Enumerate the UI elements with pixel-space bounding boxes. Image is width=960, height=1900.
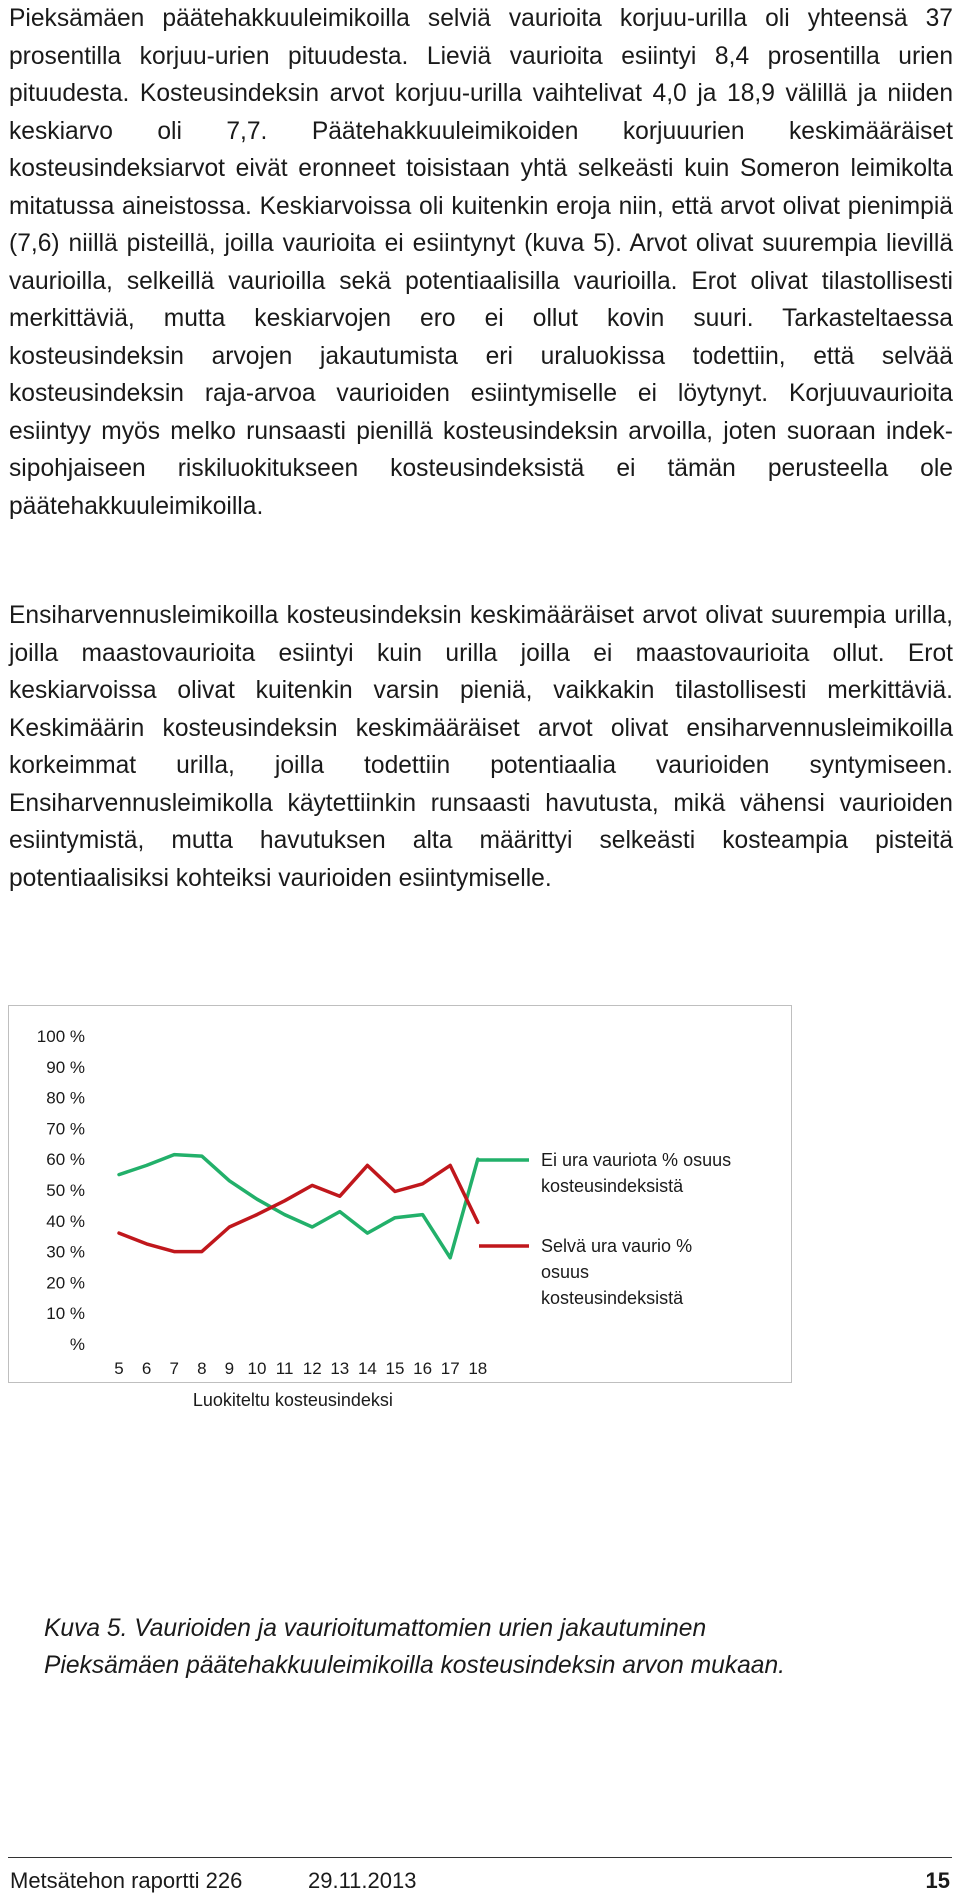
series-line-2 bbox=[119, 1165, 478, 1251]
y-tick-label: 30 % bbox=[46, 1242, 85, 1262]
page-number: 15 bbox=[925, 1868, 950, 1893]
y-tick-label: 90 % bbox=[46, 1057, 85, 1077]
x-tick-label: 17 bbox=[440, 1359, 460, 1378]
line-chart bbox=[8, 1005, 792, 1410]
y-tick-label: 10 % bbox=[46, 1304, 85, 1324]
body-paragraph-1: Pieksämäen päätehakkuuleimikoilla selviä vaurioita korjuu-urilla oli yhteensä 37 prosentilla korjuu-urien pituudesta. Lieviä vaurioita esiintyi 8,4 prosentilla urien pituudesta. Kosteusindeksin arvot korjuu-urilla vaihtelivat 4,0 ja 18,9 välillä ja niiden keskiarvo oli 7,7. Päätehakkuuleimikoiden korjuuurien keskimääräiset kosteusindeksiarvot eivät eronneet toisistaan yhtä selkeästi kuin Someron leimikolta mitatussa aineistossa. Keskiarvoissa oli kuitenkin eroja niin, että arvot olivat pienimpiä (7,6) niillä pisteillä, joilla vaurioita ei esiintynyt (kuva 5). Arvot olivat suurempia lievillä vaurioilla, selkeillä vaurioilla sekä potentiaalisilla vaurioilla. Erot olivat tilastollisesti merkittäviä, mutta keskiarvojen ero ei ollut kovin suuri. Tarkasteltaessa kosteusindeksin arvojen jakautumista eri uraluokissa todettiin, että selvää kosteusindeksin raja-arvoa vaurioiden esiintymiselle ei löytynyt. Korjuuvaurioita esiintyy myös melko runsaasti pienillä kosteusindeksin arvoilla, joten suoraan indeksipohjaiseen riskiluokitukseen kosteusindeksistä ei tämän perusteella ole päätehakkuuleimikoilla. bbox=[9, 5, 953, 520]
x-tick-label: 15 bbox=[385, 1359, 405, 1378]
legend-label-1: kosteusindeksistä bbox=[541, 1176, 684, 1196]
footer-report-title: Metsätehon raportti 226 bbox=[10, 1868, 243, 1893]
caption-line-2: Pieksämäen päätehakkuuleimikoilla kosteusindeksin arvon mukaan. bbox=[44, 1652, 785, 1679]
x-tick-label: 18 bbox=[468, 1359, 488, 1378]
y-tick-label: 20 % bbox=[46, 1273, 85, 1293]
x-tick-label: 8 bbox=[197, 1359, 207, 1378]
y-tick-label: 60 % bbox=[46, 1150, 85, 1170]
y-tick-label: 40 % bbox=[46, 1211, 85, 1231]
figure-caption bbox=[44, 1610, 944, 1684]
body-paragraph-2: Ensiharvennusleimikoilla kosteusindeksin keskimääräiset arvot olivat suurempia urilla, joilla maastovaurioita esiintyi kuin urilla joilla ei maastovaurioita ollut. Erot keskiarvoissa olivat kuitenkin varsin pieniä, vaikkakin tilastollisesti merkittäviä. Keskimäärin kosteusindeksin keskimääräiset arvot olivat ensiharvennusleimikoilla korkeimmat urilla, joilla todettiin potentiaalia vaurioiden syntymiseen. Ensiharvennusleimikolla käytettiinkin runsaasti havutusta, mikä vähensi vaurioiden esiintymistä, mutta havutuksen alta määrittyi selkeästi kosteampia pisteitä potentiaalisiksi kohteiksi vaurioiden esiintymiselle. bbox=[9, 602, 953, 892]
x-tick-label: 12 bbox=[302, 1359, 322, 1378]
footer-rule bbox=[8, 1857, 952, 1858]
x-tick-label: 14 bbox=[357, 1359, 377, 1378]
x-tick-label: 10 bbox=[247, 1359, 267, 1378]
y-tick-label: 50 % bbox=[46, 1181, 85, 1200]
y-tick-label: % bbox=[69, 1335, 85, 1354]
y-tick-label: 70 % bbox=[46, 1119, 85, 1139]
series-line-1 bbox=[119, 1155, 478, 1258]
y-tick-label: 80 % bbox=[46, 1088, 85, 1108]
legend-label-2: Selvä ura vaurio % bbox=[541, 1236, 693, 1256]
chart-svg bbox=[9, 1006, 793, 1410]
legend-label-2: osuus bbox=[541, 1262, 590, 1282]
legend-label-1: Ei ura vauriota % osuus bbox=[541, 1150, 732, 1170]
y-tick-label: 100 % bbox=[36, 1027, 85, 1046]
x-tick-label: 11 bbox=[275, 1359, 294, 1378]
x-tick-label: 9 bbox=[224, 1359, 235, 1378]
caption-line-1: Kuva 5. Vaurioiden ja vaurioitumattomien urien jakautuminen bbox=[44, 1615, 707, 1642]
x-axis-title: Luokiteltu kosteusindeksi bbox=[192, 1390, 393, 1410]
x-tick-label: 6 bbox=[141, 1359, 152, 1378]
x-tick-label: 7 bbox=[169, 1359, 179, 1378]
legend-label-2: kosteusindeksistä bbox=[541, 1288, 684, 1308]
x-tick-label: 16 bbox=[413, 1359, 433, 1378]
footer-date: 29.11.2013 bbox=[308, 1868, 417, 1893]
x-tick-label: 5 bbox=[114, 1359, 124, 1378]
x-tick-label: 13 bbox=[330, 1359, 350, 1378]
page-footer bbox=[8, 1866, 952, 1896]
